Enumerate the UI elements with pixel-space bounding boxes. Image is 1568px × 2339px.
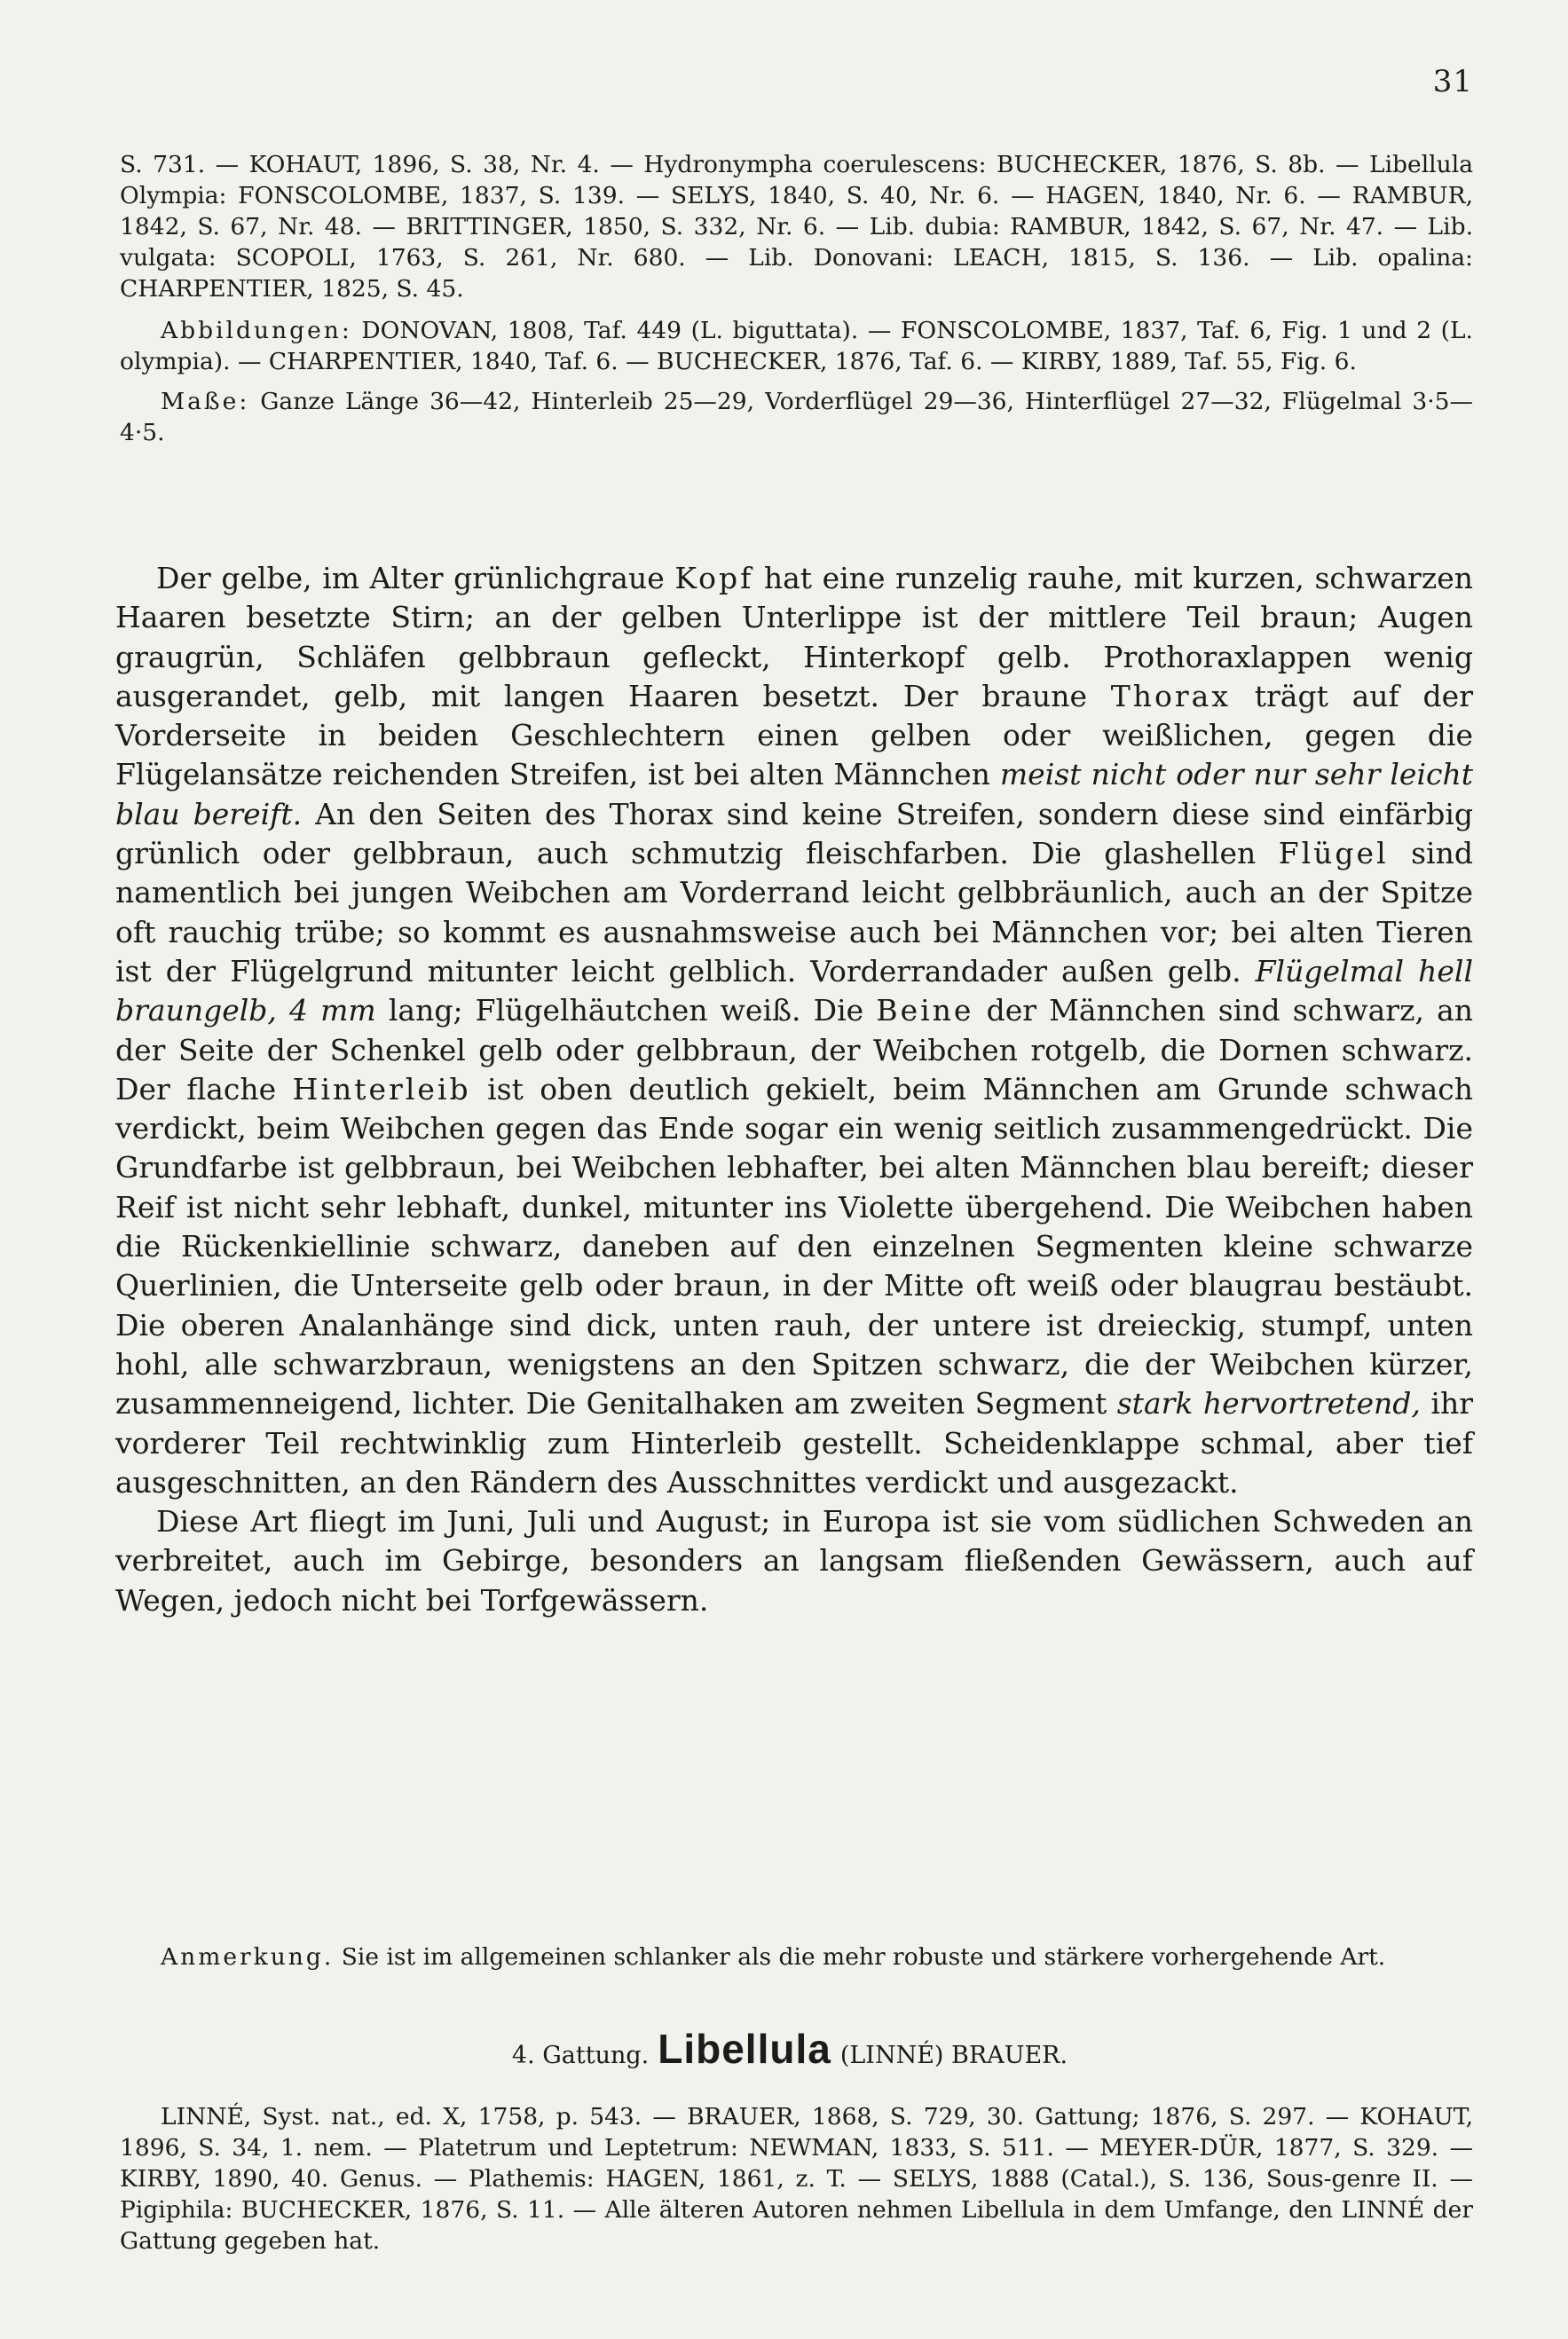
description-text: ist oben deutlich gekielt, beim Männchen am Grunde schwach verdickt, beim Weibchen gegen das Ende sogar ein wenig seitlich zusammengedrückt. Die Grundfarbe ist gelbbraun, bei Weibchen lebhafter, bei alten Männchen blau bereift; dieser Reif ist nicht sehr lebhaft, dunkel, mitunter ins Violette übergehend. Die Weibchen haben die Rückenkiellinie schwarz, daneben auf den einzelnen Segmenten kleine schwarze Querlinien, die Unterseite gelb oder braun, in der Mitte oft weiß oder blaugrau bestäubt. Die oberen Analanhänge sind dick, unten rauh, der untere ist dreieckig, stumpf, unten hohl, alle schwarzbraun, wenigstens an den Spitzen schwarz, die der Weibchen kürzer, zusammenneigend, lichter. Die Genitalhaken am zweiten Segment: [115, 1071, 1474, 1422]
term-kopf: Kopf: [674, 561, 754, 595]
document-page: [106, 53, 1473, 2289]
genus-heading-suffix: (LINNÉ) BRAUER.: [839, 2042, 1068, 2069]
remark-paragraph: [120, 1941, 1473, 1973]
description-text: lang; Flügelhäutchen weiß. Die: [388, 993, 864, 1028]
emphasis-text: Flügelmal hell braungelb, 4 mm: [115, 953, 1473, 1028]
illustrations-label: Abbildungen:: [161, 317, 352, 344]
remark-label: Anmerkung.: [161, 1943, 335, 1971]
description-text: trägt auf der Vorderseite in beiden Geschlechtern einen gelben oder weißlichen, gegen die Flügelansätze reichenden Streifen, ist bei alten Männchen: [115, 678, 1473, 792]
emphasis-text: stark hervortretend,: [1116, 1386, 1421, 1422]
description-text: der Männchen sind schwarz, an der Seite der Schenkel gelb oder gelbbraun, der Weibchen rotgelb, die Dornen schwarz. Der flache: [115, 993, 1473, 1106]
page-number: 31: [1432, 64, 1473, 99]
genus-references: LINNÉ, Syst. nat., ed. X, 1758, p. 543. — BRAUER, 1868, S. 729, 30. Gattung; 1876, S. 297. — KOHAUT, 1896, S. 34, 1. nem. — Platetrum und Leptetrum: NEWMAN, 1833, S. 511. — MEYER-DÜR, 1877, S. 329. — KIRBY, 1890, 40. Genus. — Plathemis: HAGEN, 1861, z. T. — SELYS, 1888 (Catal.), S. 136, Sous-genre II. — Pigiphila: BUCHECKER, 1876, S. 11. — Alle älteren Autoren nehmen Libellula in dem Umfange, den LINNÉ der Gattung gegeben hat.: [120, 2103, 1473, 2255]
flight-paragraph: Diese Art fliegt im Juni, Juli und August; in Europa ist sie vom südlichen Schweden an verbreitet, auch im Gebirge, besonders an langsam fließenden Gewässern, auch auf Wegen, jedoch nicht bei Torfgewässern.: [115, 1504, 1473, 1618]
description-block: [115, 559, 1473, 1620]
genus-name: Libellula: [658, 2026, 831, 2072]
synonymy-block: [120, 149, 1473, 448]
illustrations-paragraph: [120, 315, 1473, 377]
description-paragraph: [115, 559, 1473, 1502]
term-hinterleib: Hinterleib: [292, 1071, 471, 1106]
description-text: Der gelbe, im Alter grünlichgraue: [156, 561, 665, 595]
emphasis-text: meist nicht oder nur sehr leicht blau bereift.: [115, 757, 1473, 831]
genus-references-block: [120, 2101, 1473, 2256]
measurements-text: Ganze Länge 36—42, Hinterleib 25—29, Vorderflügel 29—36, Hinterflügel 27—32, Flügelmal 3·5—4·5.: [120, 388, 1473, 446]
genus-heading-prefix: 4. Gattung.: [511, 2042, 650, 2069]
measurements-paragraph: [120, 386, 1473, 448]
description-text: sind namentlich bei jungen Weibchen am Vorderrand leicht gelbbräunlich, auch an der Spitze oft rauchig trübe; so kommt es ausnahmsweise auch bei Männchen vor; bei alten Tieren ist der Flügelgrund mitunter leicht gelblich. Vorderrandader außen gelb.: [115, 836, 1473, 988]
synonym-list: S. 731. — KOHAUT, 1896, S. 38, Nr. 4. — Hydronympha coerulescens: BUCHECKER, 1876, S. 8b. — Libellula Olympia: FONSCOLOMBE, 1837, S. 139. — SELYS, 1840, S. 40, Nr. 6. — HAGEN, 1840, Nr. 6. — RAMBUR, 1842, S. 67, Nr. 48. — BRITTINGER, 1850, S. 332, Nr. 6. — Lib. dubia: RAMBUR, 1842, S. 67, Nr. 47. — Lib. vulgata: SCOPOLI, 1763, S. 261, Nr. 680. — Lib. Donovani: LEACH, 1815, S. 136. — Lib. opalina: CHARPENTIER, 1825, S. 45.: [120, 151, 1473, 303]
remark-block: [120, 1941, 1473, 1973]
term-thorax: Thorax: [1110, 678, 1231, 713]
description-text: An den Seiten des Thorax sind keine Streifen, sondern diese sind einfärbig grünlich oder gelbbraun, auch schmutzig fleischfarben. Die glashellen: [115, 796, 1473, 871]
measurements-label: Maße:: [161, 388, 250, 415]
description-text: ihr vorderer Teil rechtwinklig zum Hinterleib gestellt. Scheidenklappe schmal, aber tief ausgeschnitten, an den Rändern des Ausschnittes verdickt und ausgezackt.: [115, 1386, 1473, 1500]
description-text: hat eine runzelig rauhe, mit kurzen, schwarzen Haaren besetzte Stirn; an der gelben Unterlippe ist der mittlere Teil braun; Augen graugrün, Schläfen gelbbraun gefleckt, Hinterkopf gelb. Prothoraxlappen wenig ausgerandet, gelb, mit langen Haaren besetzt. Der braune: [115, 561, 1473, 713]
term-fluegel: Flügel: [1278, 836, 1389, 871]
illustrations-text: DONOVAN, 1808, Taf. 449 (L. biguttata). — FONSCOLOMBE, 1837, Taf. 6, Fig. 1 und 2 (L. olympia). — CHARPENTIER, 1840, Taf. 6. — BUCHECKER, 1876, Taf. 6. — KIRBY, 1889, Taf. 55, Fig. 6.: [120, 317, 1473, 375]
remark-text: Sie ist im allgemeinen schlanker als die mehr robuste und stärkere vorhergehende Art.: [341, 1943, 1386, 1971]
genus-heading: [106, 2025, 1473, 2073]
term-beine: Beine: [876, 993, 974, 1028]
